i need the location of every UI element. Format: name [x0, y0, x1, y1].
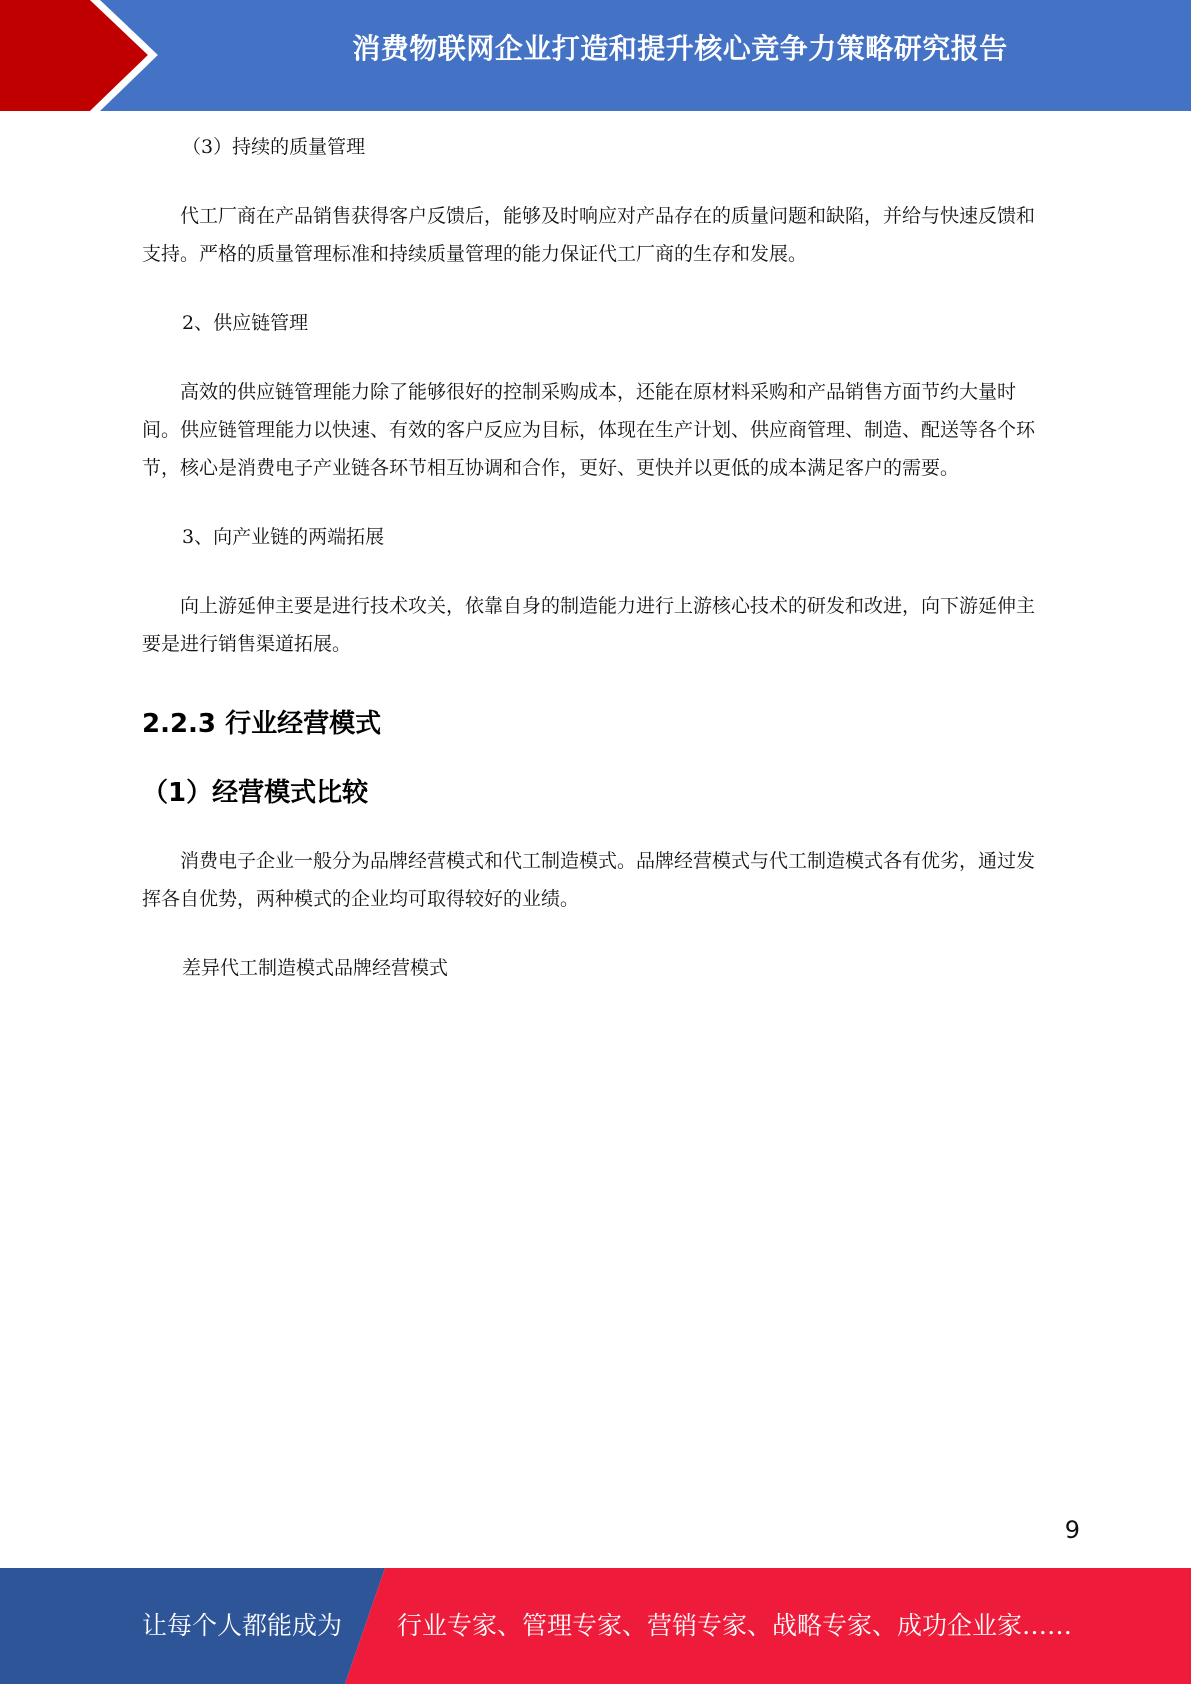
subheading-quality-management: （3）持续的质量管理	[182, 136, 366, 158]
paragraph-extend-chain: 向上游延伸主要是进行技术攻关，依靠自身的制造能力进行上游核心技术的研发和改进，向下游延伸主要是进行销售渠道拓展。	[142, 595, 1036, 655]
section-heading-model-comparison: （1）经营模式比较	[142, 778, 369, 808]
subheading-extend-chain: 3、向产业链的两端拓展	[182, 526, 385, 548]
table-header-line: 差异代工制造模式品牌经营模式	[182, 957, 449, 979]
page-number: 9	[1064, 1516, 1080, 1544]
document-body	[142, 128, 1048, 1018]
footer-slogan-right: 行业专家、管理专家、营销专家、战略专家、成功企业家……	[397, 1611, 1073, 1640]
header-chevron-decoration	[0, 0, 160, 111]
paragraph-business-models: 消费电子企业一般分为品牌经营模式和代工制造模式。品牌经营模式与代工制造模式各有优劣，通过发挥各自优势，两种模式的企业均可取得较好的业绩。	[142, 850, 1036, 910]
footer-slogan-left: 让每个人都能成为	[142, 1611, 343, 1640]
header-banner	[0, 0, 1191, 111]
report-title: 消费物联网企业打造和提升核心竞争力策略研究报告	[352, 32, 1008, 65]
subheading-supply-chain: 2、供应链管理	[182, 312, 309, 334]
paragraph-quality: 代工厂商在产品销售获得客户反馈后，能够及时响应对产品存在的质量问题和缺陷，并给与快速反馈和支持。严格的质量管理标准和持续质量管理的能力保证代工厂商的生存和发展。	[142, 205, 1036, 265]
footer-banner	[0, 1568, 1191, 1684]
section-heading-business-model: 2.2.3 行业经营模式	[142, 709, 382, 739]
paragraph-supply-chain: 高效的供应链管理能力除了能够很好的控制采购成本，还能在原材料采购和产品销售方面节约大量时间。供应链管理能力以快速、有效的客户反应为目标，体现在生产计划、供应商管理、制造、配送等各个环节，核心是消费电子产业链各环节相互协调和合作，更好、更快并以更低的成本满足客户的需要。	[142, 381, 1036, 479]
